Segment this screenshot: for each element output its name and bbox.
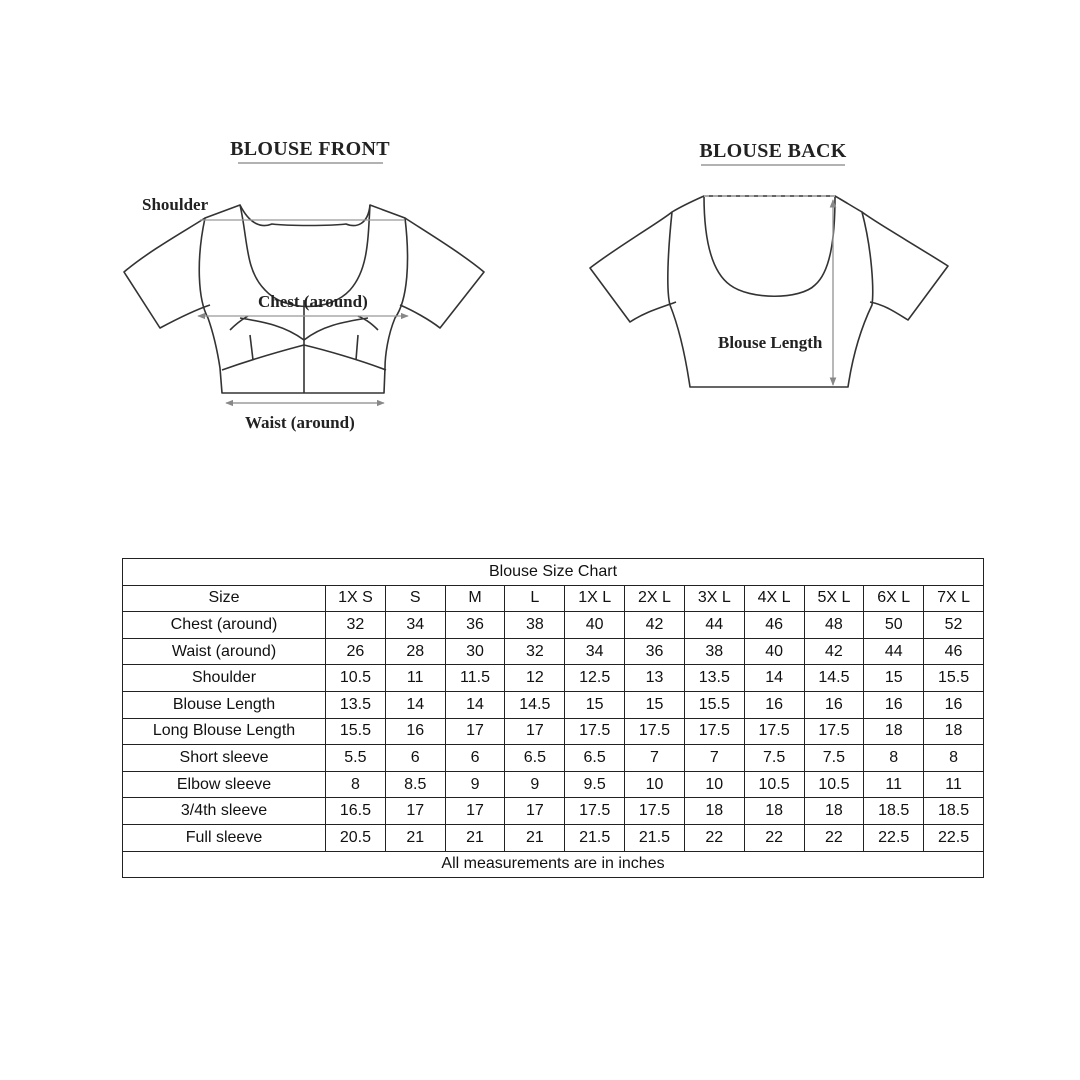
measurement-value: 10.5 [804,771,864,798]
measurement-value: 44 [684,612,744,639]
size-header-cell: 1X L [565,585,625,612]
measurement-value: 46 [924,638,984,665]
measurement-value: 8 [924,745,984,772]
chart-footer-row [123,851,984,878]
measurement-value: 12.5 [565,665,625,692]
measurement-value: 42 [804,638,864,665]
measurement-value: 13.5 [326,691,386,718]
measurement-value: 10.5 [744,771,804,798]
blouse-back-title: BLOUSE BACK [699,140,847,162]
measurement-name: Full sleeve [123,824,326,851]
table-row [123,612,984,639]
measurement-value: 8 [326,771,386,798]
measurement-value: 21 [385,824,445,851]
measurement-value: 10 [684,771,744,798]
measurement-value: 9 [505,771,565,798]
measurement-value: 22 [804,824,864,851]
measurement-value: 36 [445,612,505,639]
measurement-value: 11 [864,771,924,798]
measurement-value: 34 [565,638,625,665]
measurement-value: 16.5 [326,798,386,825]
size-header-cell: 3X L [684,585,744,612]
measurement-value: 7.5 [744,745,804,772]
measurement-value: 17 [505,718,565,745]
measurement-value: 14.5 [505,691,565,718]
size-header-cell: 2X L [625,585,685,612]
measurement-value: 44 [864,638,924,665]
measurement-value: 7.5 [804,745,864,772]
chart-title: Blouse Size Chart [123,559,984,586]
measurement-name: Long Blouse Length [123,718,326,745]
size-header-cell: M [445,585,505,612]
measurement-value: 18 [684,798,744,825]
table-row [123,638,984,665]
measurement-value: 46 [744,612,804,639]
measurement-value: 18 [864,718,924,745]
measurement-value: 32 [326,612,386,639]
measurement-value: 17.5 [625,718,685,745]
size-header-cell: 4X L [744,585,804,612]
measurement-value: 18.5 [924,798,984,825]
blouse-front-drawing [124,138,484,432]
measurement-value: 10.5 [326,665,386,692]
measurement-value: 17.5 [684,718,744,745]
measurement-value: 18 [804,798,864,825]
size-header-cell: 7X L [924,585,984,612]
measurement-value: 11 [385,665,445,692]
chart-title-row [123,559,984,586]
measurement-value: 40 [744,638,804,665]
size-header-row [123,585,984,612]
measurement-value: 22 [744,824,804,851]
size-header-cell: 5X L [804,585,864,612]
measurement-value: 15.5 [924,665,984,692]
measurement-value: 7 [684,745,744,772]
measurement-value: 7 [625,745,685,772]
measurement-value: 14 [744,665,804,692]
measurement-name: Short sleeve [123,745,326,772]
units-note: All measurements are in inches [123,851,984,878]
measurement-value: 12 [505,665,565,692]
measurement-value: 20.5 [326,824,386,851]
measurement-name: Shoulder [123,665,326,692]
measurement-value: 5.5 [326,745,386,772]
measurement-value: 15 [864,665,924,692]
measurement-name: Chest (around) [123,612,326,639]
size-header-cell: S [385,585,445,612]
blouse-front-title: BLOUSE FRONT [230,138,390,160]
measurement-value: 26 [326,638,386,665]
measurement-value: 11 [924,771,984,798]
measurement-value: 17.5 [625,798,685,825]
measurement-value: 28 [385,638,445,665]
size-header-cell: 6X L [864,585,924,612]
size-header-cell: 1X S [326,585,386,612]
measurement-value: 16 [864,691,924,718]
size-header-cell: L [505,585,565,612]
measurement-value: 14 [445,691,505,718]
measurement-value: 22.5 [864,824,924,851]
measurement-value: 6.5 [505,745,565,772]
measurement-value: 17 [445,718,505,745]
measurement-value: 16 [385,718,445,745]
measurement-value: 21.5 [625,824,685,851]
measurement-value: 9 [445,771,505,798]
table-row [123,798,984,825]
measurement-value: 17 [505,798,565,825]
measurement-value: 18.5 [864,798,924,825]
shoulder-label: Shoulder [142,195,209,214]
measurement-value: 38 [505,612,565,639]
measurement-value: 18 [744,798,804,825]
measurement-name: Waist (around) [123,638,326,665]
measurement-value: 13.5 [684,665,744,692]
measurement-value: 21 [445,824,505,851]
chest-label: Chest (around) [258,292,368,311]
measurement-value: 11.5 [445,665,505,692]
size-chart-table [122,558,984,878]
measurement-value: 17.5 [804,718,864,745]
measurement-value: 14 [385,691,445,718]
measurement-value: 21 [505,824,565,851]
measurement-value: 48 [804,612,864,639]
measurement-value: 13 [625,665,685,692]
measurement-value: 21.5 [565,824,625,851]
measurement-value: 15.5 [326,718,386,745]
table-row [123,691,984,718]
blouse-back-drawing [590,140,948,387]
measurement-value: 10 [625,771,685,798]
measurement-value: 17 [445,798,505,825]
measurement-value: 17.5 [744,718,804,745]
measurement-value: 36 [625,638,685,665]
measurement-value: 32 [505,638,565,665]
measurement-value: 22.5 [924,824,984,851]
blouse-length-label: Blouse Length [718,333,823,352]
measurement-value: 14.5 [804,665,864,692]
measurement-value: 9.5 [565,771,625,798]
measurement-value: 16 [744,691,804,718]
measurement-value: 52 [924,612,984,639]
measurement-value: 30 [445,638,505,665]
measurement-value: 16 [804,691,864,718]
measurement-value: 42 [625,612,685,639]
blouse-diagram [0,0,1080,470]
measurement-value: 15 [625,691,685,718]
measurement-value: 17 [385,798,445,825]
table-row [123,771,984,798]
measurement-value: 15.5 [684,691,744,718]
measurement-name: 3/4th sleeve [123,798,326,825]
table-row [123,665,984,692]
measurement-value: 17.5 [565,798,625,825]
measurement-value: 18 [924,718,984,745]
measurement-value: 34 [385,612,445,639]
size-header-label: Size [123,585,326,612]
measurement-value: 15 [565,691,625,718]
table-row [123,824,984,851]
measurement-value: 38 [684,638,744,665]
measurement-value: 6 [445,745,505,772]
measurement-value: 50 [864,612,924,639]
measurement-name: Blouse Length [123,691,326,718]
measurement-value: 17.5 [565,718,625,745]
measurement-value: 40 [565,612,625,639]
measurement-value: 16 [924,691,984,718]
measurement-value: 8 [864,745,924,772]
waist-label: Waist (around) [245,413,355,432]
size-chart [122,558,984,878]
table-row [123,745,984,772]
measurement-value: 6.5 [565,745,625,772]
table-row [123,718,984,745]
measurement-value: 22 [684,824,744,851]
measurement-name: Elbow sleeve [123,771,326,798]
measurement-value: 8.5 [385,771,445,798]
measurement-value: 6 [385,745,445,772]
